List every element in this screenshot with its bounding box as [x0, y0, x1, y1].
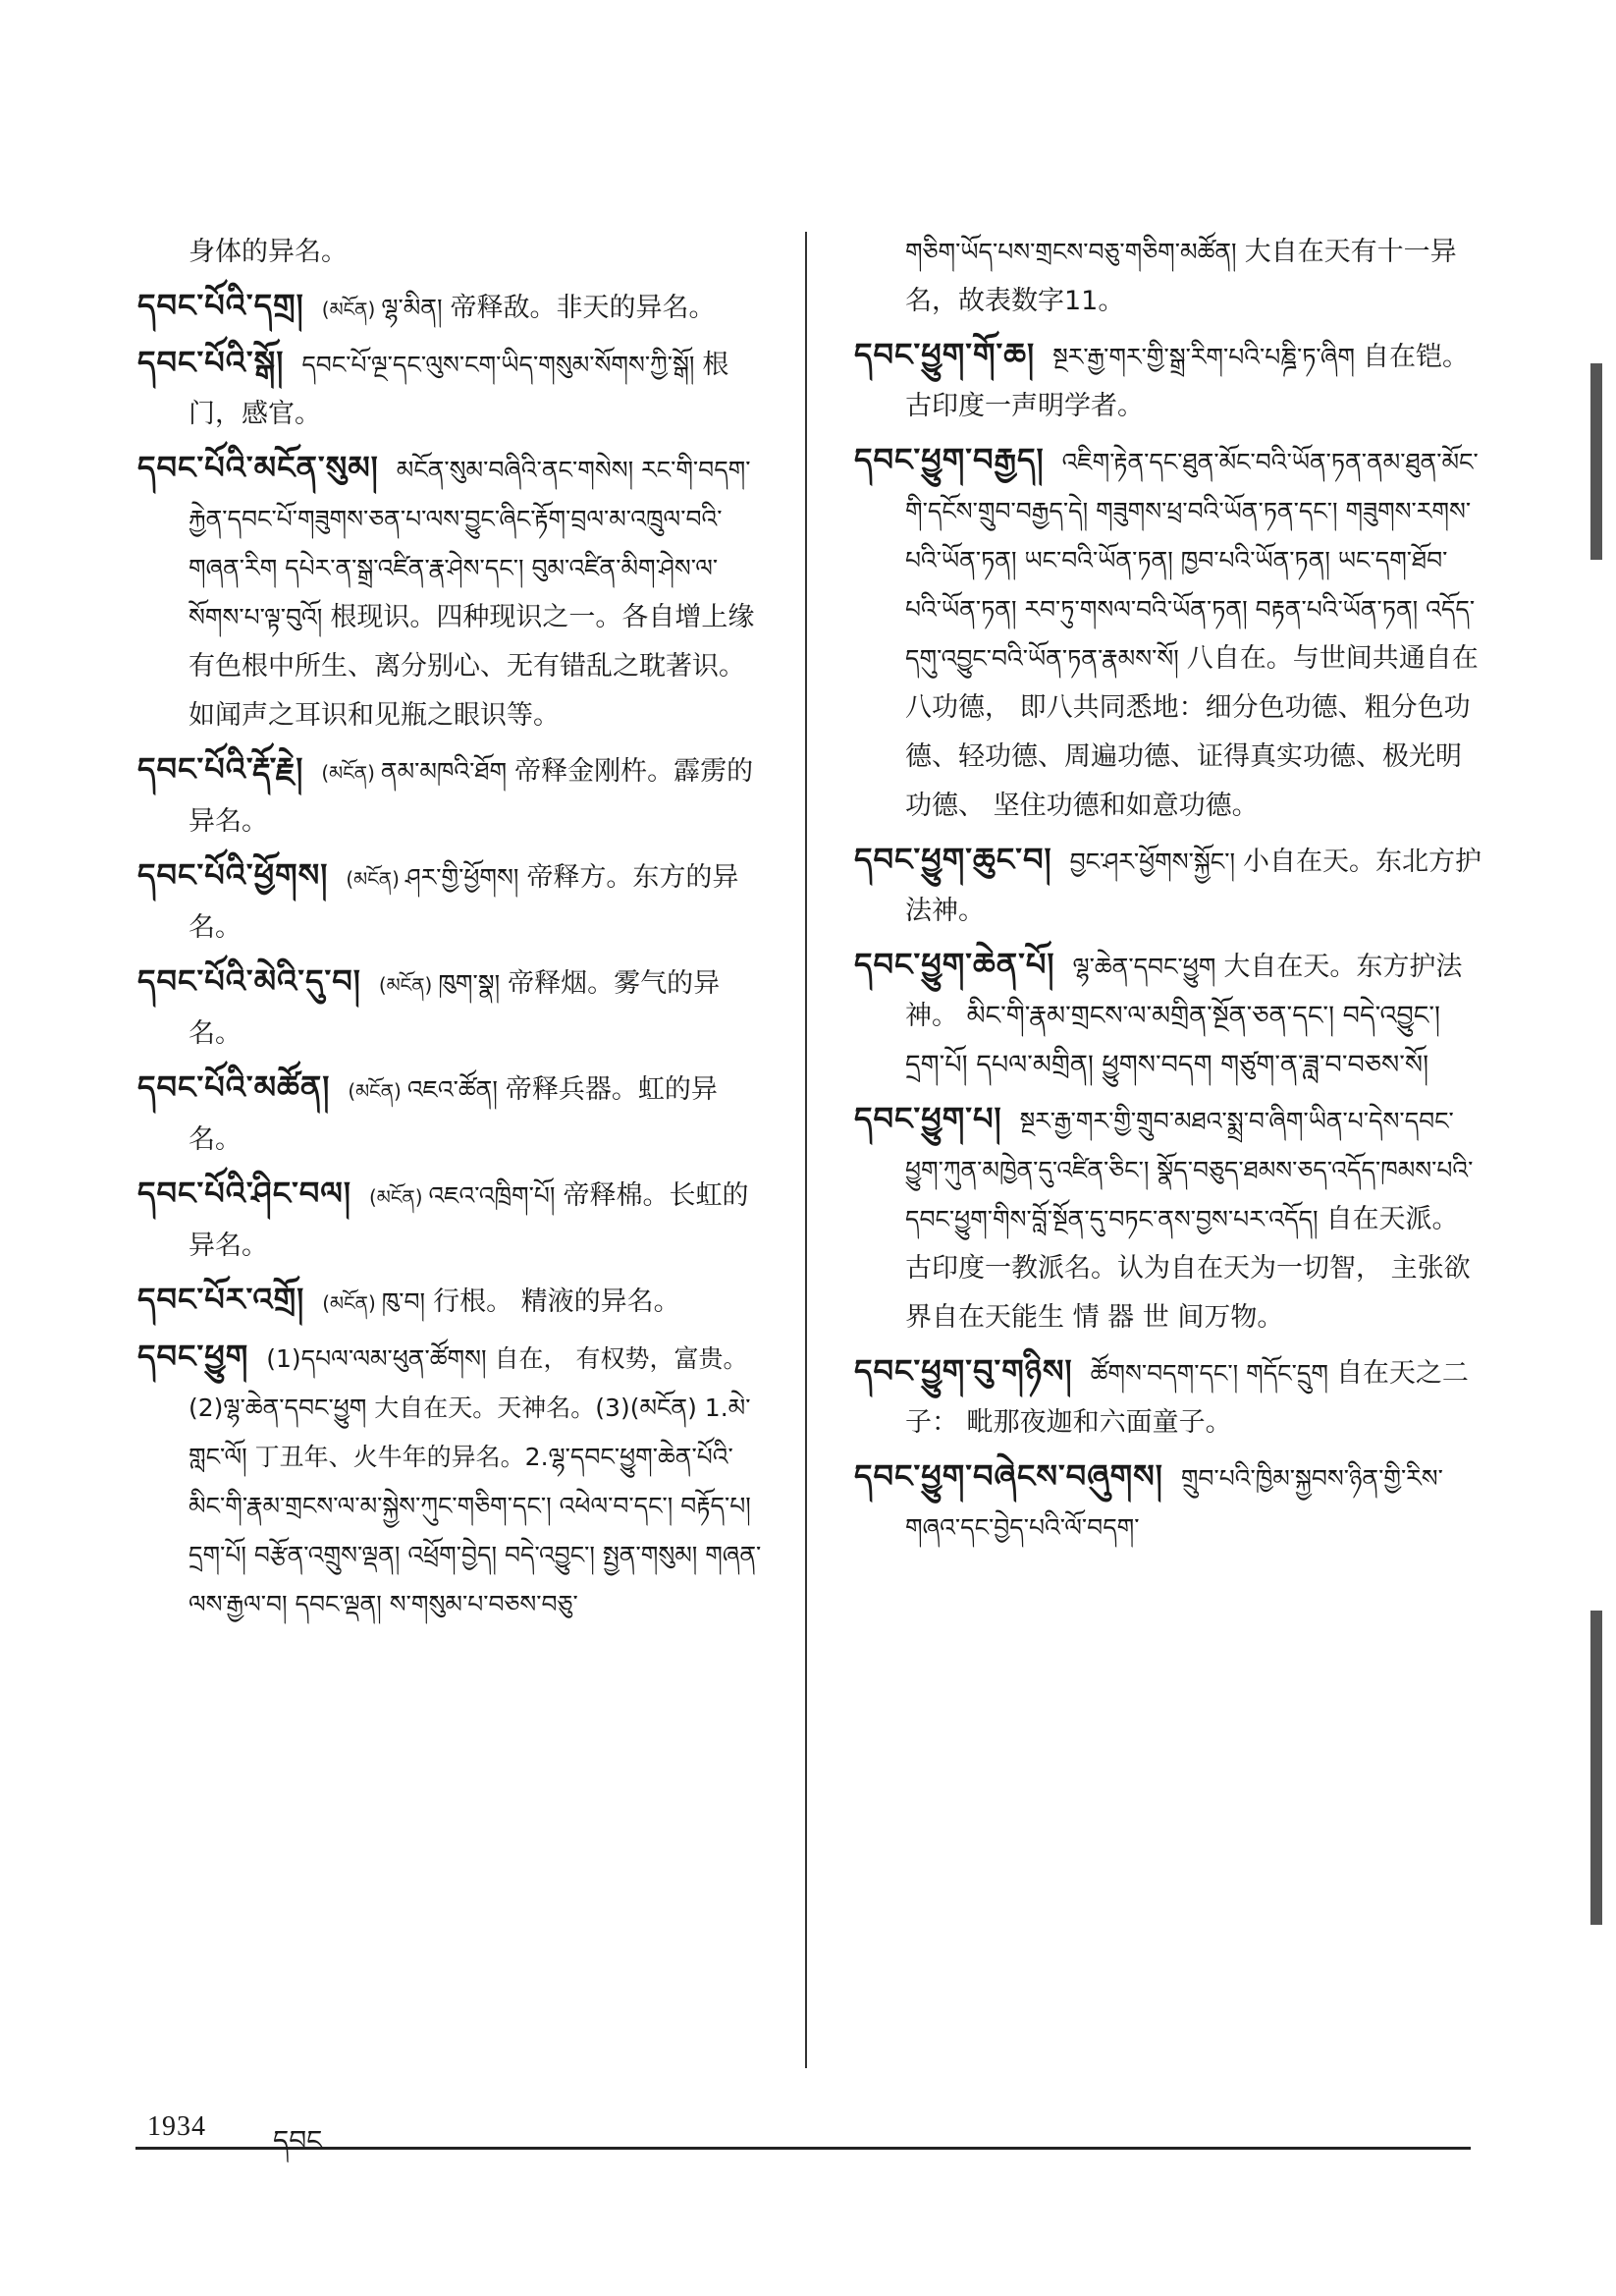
dictionary-entry [854, 1094, 1482, 1342]
dictionary-entry [854, 1346, 1482, 1448]
dictionary-entry [854, 940, 1482, 1090]
entry-tibetan: འཇའ་ཚོན། [406, 1075, 498, 1104]
entry-tibetan: ཁུག་སྣ། [438, 969, 501, 998]
dictionary-entry [854, 330, 1482, 431]
entry-chinese: 根门，感官。 [189, 350, 729, 429]
page-number: 1934 [147, 2111, 206, 2142]
entry-tag: (མངོན) [321, 761, 375, 785]
entry-headword: དབང་ཕྱུག [137, 1338, 249, 1375]
entry-tibetan: ལྷ་མིན། [381, 294, 443, 322]
entry-chinese: 帝释烟。雾气的异名。 [189, 968, 721, 1049]
entry-headword: དབང་པོར་འགྲོ། [137, 1281, 305, 1318]
entry-headword: དབང་ཕྱུག་བཞེངས་བཞུགས། [854, 1457, 1163, 1495]
entry-tag: (མངོན) [322, 1291, 376, 1315]
entry-chinese: 大自在天有十一异名，故表数字11。 [905, 237, 1457, 316]
running-footer-word: དབང [273, 2124, 323, 2157]
entry-tibetan: ནམ་མཁའི་ཐོག [380, 757, 508, 786]
scan-mark [1590, 363, 1602, 560]
entry-headword: དབང་པོའི་མེའི་དུ་བ། [137, 962, 361, 1000]
entry-tag: (མངོན) [378, 973, 433, 997]
entry-tibetan: ཁུ་བ། [381, 1287, 426, 1316]
right-column [854, 228, 1482, 1557]
entry-headword: དབང་ཕྱུག་ཆུང་བ། [854, 841, 1052, 878]
entry-tibetan: (1)དཔལ་ལམ་ཕུན་ཚོགས། 自在， 有权势，富贵。(2)ལྷ་ཆེན་དབང་ཕྱུག 大自在天。天神名。(3)(མངོན) 1.མེ་གླང་ལོ། 丁丑年、火牛年的异名。2.ལྷ་དབང་ཕྱུག་ཆེན་པོའི་མིང་གི་རྣམ་གྲངས་ལ་མ་སྐྱེས་ཀུང་གཅིག་དང་། འཕེལ་བ་དང་། བརྟོད་པ། དྲག་པོ། བརྩོན་འགྲུས་ལྡན། འཕྲོག་བྱེད། བདེ་འབྱུང་། སྤྱན་གསུམ། གཞན་ལས་རྒྱལ་བ། དབང་ལྡན། ས་གསུམ་པ་བཅས་བཅུ་ [189, 1344, 762, 1618]
entry-headword: དབང་ཕྱུག་ཆེན་པོ། [854, 946, 1055, 983]
entry-chinese: 根现识。四种现识之一。各自增上缘有色根中所生、离分别心、无有错乱之耽著识。 如闻声之耳识和见瓶之眼识等。 [189, 602, 755, 731]
entry-tibetan: སྔར་རྒྱ་གར་གྱི་སྒྲ་རིག་པའི་པཎྜི་ཏ་ཞིག [1052, 343, 1356, 371]
entry-tag: (མངོན) [369, 1185, 423, 1209]
entry-headword: དབང་པོའི་དགྲ། [137, 287, 304, 324]
entry-headword: དབང་པོའི་སྒོ། [137, 344, 285, 381]
entry-headword: དབང་ཕྱུག་གོ་ཆ། [854, 336, 1036, 373]
dictionary-entry [137, 744, 766, 847]
dictionary-entry [137, 338, 766, 439]
entry-chinese: 自在天派。古印度一教派名。认为自在天为一切智， 主张欲界自在天能生 情 器 世 间万物。 [905, 1204, 1471, 1333]
left-column [137, 228, 766, 1633]
entry-tibetan: སྔར་རྒྱ་གར་གྱི་གྲུབ་མཐའ་སྨྲ་བ་ཞིག་ཡིན་པ་དེས་དབང་ཕྱུག་ཀུན་མཁྱེན་དུ་འཛིན་ཅིང་། སྣོད་བཅུད་ཐམས་ཅད་འདོད་ཁམས་པའི་དབང་ཕྱུག་གིས་བློ་སྔོན་དུ་བཏང་ནས་བྱས་པར་འདོད། [905, 1107, 1474, 1233]
entry-tibetan: ལྷ་ཆེན་དབང་ཕྱུག [1072, 953, 1216, 981]
entry-continuation [137, 228, 766, 277]
dictionary-entry [854, 835, 1482, 936]
entry-tag: (མངོན) [321, 298, 376, 321]
dictionary-entry [137, 443, 766, 740]
dictionary-entry [137, 850, 766, 953]
entry-chinese: 身体的异名。 [189, 237, 348, 267]
scan-mark [1590, 1611, 1602, 1925]
footer-rule [135, 2147, 1471, 2150]
entry-headword: དབང་པོའི་མངོན་སུམ། [137, 449, 379, 486]
dictionary-entry [137, 1275, 766, 1328]
entry-tibetan: གྲུབ་པའི་ཁྱིམ་སྐྱབས་ཉིན་གྱི་རིས་གཞའ་དང་བྱེད་པའི་ལོ་བདག་ [905, 1464, 1443, 1542]
dictionary-entry [137, 281, 766, 334]
entry-chinese: 帝释金刚杵。霹雳的异名。 [189, 756, 754, 837]
entry-chinese: 帝释棉。长虹的异名。 [189, 1180, 749, 1261]
scan-margin-marks [1587, 59, 1602, 2219]
entry-headword: དབང་པོའི་ཕྱོགས། [137, 856, 329, 894]
dictionary-entry [137, 1169, 766, 1271]
entry-chinese: 行根。 精液的异名。 [433, 1286, 680, 1317]
entry-tibetan: ཚོགས་བདག་དང་། གདོང་དྲུག [1090, 1359, 1328, 1388]
column-divider [805, 232, 807, 2068]
entry-tag: (མངོན) [346, 867, 400, 891]
entry-tibetan: མངོན་སུམ་བཞིའི་ནང་གསེས། རང་གི་བདག་རྐྱེན་དབང་པོ་གཟུགས་ཅན་པ་ལས་བྱུང་ཞིང་རྟོག་བྲལ་མ་འཁྲུལ་བའི་གཞན་རིག དཔེར་ན་སྒྲ་འཛིན་རྣ་ཤེས་དང་། བུམ་འཛིན་མིག་ཤེས་ལ་སོགས་པ་ལྟ་བུའོ། [189, 456, 751, 631]
dictionary-entry [854, 1451, 1482, 1553]
entry-chinese: 帝释敌。非天的异名。 [450, 293, 716, 323]
entry-chinese: 八自在。与世间共通自在八功德， 即八共同悉地：细分色功德、粗分色功德、轻功德、周遍功德、证得真实功德、极光明功德、 坚住功德和如意功德。 [905, 643, 1479, 821]
entry-chinese: 帝释兵器。虹的异名。 [189, 1074, 718, 1155]
entry-tibetan: འཇིག་རྟེན་དང་ཐུན་མོང་བའི་ཡོན་ཏན་ནམ་ཐུན་མོང་གི་དངོས་གྲུབ་བརྒྱད་དེ། གཟུགས་ཕྲ་བའི་ཡོན་ཏན་དང་། གཟུགས་རགས་པའི་ཡོན་ཏན། ཡང་བའི་ཡོན་ཏན། ཁྱབ་པའི་ཡོན་ཏན། ཡང་དག་ཐོབ་པའི་ཡོན་ཏན། རབ་ཏུ་གསལ་བའི་ཡོན་ཏན། བརྟན་པའི་ཡོན་ཏན། འདོད་དགུ་འབྱུང་བའི་ཡོན་ཏན་རྣམས་སོ། [905, 448, 1479, 673]
entry-headword: དབང་པོའི་ཤིང་བལ། [137, 1175, 351, 1212]
entry-tibetan: གཅིག་ཡོད་པས་གྲངས་བཅུ་གཅིག་མཚོན། [905, 238, 1237, 266]
entry-chinese: 小自在天。东北方护法神。 [905, 847, 1482, 926]
entry-tibetan: བྱང་ཤར་ཕྱོགས་སྐྱོང་། [1069, 847, 1236, 876]
entry-chinese: 自在天之二子： 毗那夜迦和六面童子。 [905, 1358, 1469, 1438]
entry-chinese: 自在铠。古印度一声明学者。 [905, 342, 1470, 421]
entry-tibetan: འཇའ་འཁྲིག་པོ། [428, 1181, 556, 1210]
entry-headword: དབང་ཕྱུག་བརྒྱད། [854, 441, 1045, 478]
entry-chinese: 帝释方。东方的异名。 [189, 862, 739, 943]
dictionary-entry [137, 1063, 766, 1165]
dictionary-entry [137, 1332, 766, 1629]
entry-headword: དབང་པོའི་རྡོ་རྗེ། [137, 750, 304, 788]
entry-chinese: 大自在天。东方护法神。 མིང་གི་རྣམ་གྲངས་ལ་མགྲིན་སྔོན་ཅན་དང་། བདེ་འབྱུང་། དྲག་པོ། དཔལ་མགྲིན། ཕྱུགས་བདག གཙུག་ན་ཟླ་བ་བཅས་སོ། [905, 952, 1463, 1080]
entry-headword: དབང་ཕྱུག་བུ་གཉིས། [854, 1352, 1073, 1390]
entry-tag: (མངོན) [348, 1079, 402, 1103]
entry-tibetan: ཤར་གྱི་ཕྱོགས། [404, 863, 519, 892]
entry-headword: དབང་ཕྱུག་པ། [854, 1100, 1002, 1137]
dictionary-entry [137, 957, 766, 1059]
dictionary-entry [854, 435, 1482, 831]
entry-continuation [854, 228, 1482, 326]
entry-tibetan: དབང་པོ་ལྔ་དང་ལུས་ངག་ཡིད་གསུམ་སོགས་ཀྱི་སྒོ། [301, 351, 695, 379]
entry-headword: དབང་པོའི་མཚོན། [137, 1068, 331, 1106]
